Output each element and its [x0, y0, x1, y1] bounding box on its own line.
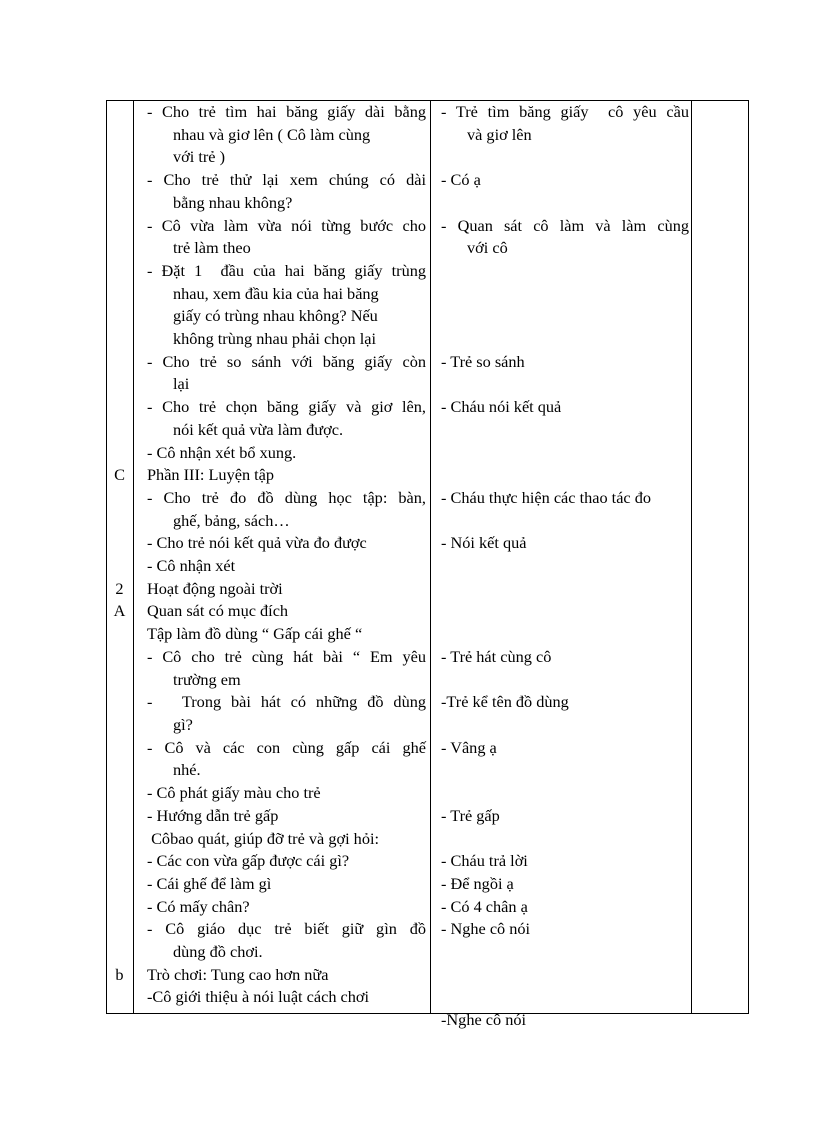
notes-cell — [693, 737, 749, 782]
teacher-activity-line: -Cô giới thiệu à nói luật cách chơi — [147, 987, 370, 1007]
table-body — [106, 101, 749, 1032]
child-activity-line: với cô — [467, 238, 508, 258]
notes-cell — [693, 101, 749, 169]
teacher-activity-line: Tập làm đồ dùng “ Gấp cái ghế “ — [147, 624, 363, 644]
section-label — [106, 532, 133, 555]
child-activity-cell — [430, 464, 693, 487]
notes-cell — [693, 215, 749, 260]
child-activity-cell — [430, 442, 693, 465]
teacher-activity-cell — [133, 623, 430, 646]
teacher-activity-line: Hoạt động ngoài trời — [147, 578, 283, 598]
notes-cell — [693, 918, 749, 963]
child-activity-cell — [430, 578, 693, 601]
notes-cell — [693, 805, 749, 828]
table-row — [106, 828, 749, 851]
section-label — [106, 169, 133, 214]
teacher-activity-cell — [133, 555, 430, 578]
teacher-activity-cell — [133, 873, 430, 896]
teacher-activity-cell — [133, 215, 430, 260]
child-activity-cell — [430, 828, 693, 851]
section-label: C — [114, 465, 125, 485]
child-activity-cell — [430, 532, 693, 555]
child-activity-line: - Cháu thực hiện các thao tác đo — [441, 487, 651, 507]
teacher-activity-line: - Cô nhận xét — [147, 556, 236, 576]
teacher-activity-cell — [133, 260, 430, 351]
teacher-activity-cell — [133, 600, 430, 623]
table-row — [106, 555, 749, 578]
notes-cell — [693, 396, 749, 441]
teacher-activity-line: - Cho trẻ thử lại xem chúng có dài — [147, 170, 426, 190]
teacher-activity-cell — [133, 464, 430, 487]
notes-cell — [693, 260, 749, 351]
section-label — [106, 646, 133, 691]
table-row — [106, 986, 749, 1031]
teacher-activity-line: giấy có trùng nhau không? Nếu — [173, 306, 378, 326]
table-row — [106, 691, 749, 736]
teacher-activity-line: - Cho trẻ so sánh với băng giấy còn — [147, 351, 426, 371]
teacher-activity-line: - Cô vừa làm vừa nói từng bước cho — [147, 215, 426, 235]
child-activity-cell — [430, 850, 693, 873]
child-activity-cell — [430, 646, 693, 691]
child-activity-line: - Vâng ạ — [441, 737, 497, 757]
table-row — [106, 487, 749, 532]
child-activity-cell — [430, 396, 693, 441]
child-activity-cell — [430, 169, 693, 214]
teacher-activity-cell — [133, 782, 430, 805]
child-activity-line: - Có 4 chân ạ — [441, 896, 528, 916]
teacher-activity-cell — [133, 737, 430, 782]
section-label — [106, 828, 133, 851]
teacher-activity-line: Phần III: Luyện tập — [147, 465, 275, 485]
teacher-activity-cell — [133, 850, 430, 873]
table-row — [106, 782, 749, 805]
child-activity-cell — [430, 691, 693, 736]
teacher-activity-line: gì? — [173, 714, 193, 734]
teacher-activity-line: - Các con vừa gấp được cái gì? — [147, 851, 350, 871]
teacher-activity-line: nhau, xem đầu kia của hai băng — [173, 283, 379, 303]
table-row — [106, 101, 749, 169]
teacher-activity-line: bằng nhau không? — [173, 192, 293, 212]
teacher-activity-line: nhau và giơ lên ( Cô làm cùng — [173, 124, 371, 144]
section-label — [106, 896, 133, 919]
teacher-activity-line: - Cho trẻ đo đồ dùng học tập: bàn, — [147, 487, 426, 507]
teacher-activity-line: - Cô giáo dục trẻ biết giữ gìn đồ — [147, 919, 426, 939]
teacher-activity-line: - Cô và các con cùng gấp cái ghế — [147, 737, 426, 757]
table-row — [106, 850, 749, 873]
table-row — [106, 964, 749, 987]
teacher-activity-line: Quan sát có mục đích — [147, 601, 289, 621]
section-label — [106, 396, 133, 441]
teacher-activity-cell — [133, 964, 430, 987]
table-row — [106, 646, 749, 691]
notes-cell — [693, 555, 749, 578]
table-row — [106, 805, 749, 828]
teacher-activity-line: ghế, bảng, sách… — [173, 510, 290, 530]
teacher-activity-line: - Hướng dẫn trẻ gấp — [147, 805, 279, 825]
table-row — [106, 396, 749, 441]
table-row — [106, 918, 749, 963]
section-label — [106, 487, 133, 532]
child-activity-line: - Quan sát cô làm và làm cùng — [441, 215, 689, 235]
table-row — [106, 532, 749, 555]
teacher-activity-line: dùng đồ chơi. — [173, 942, 263, 962]
child-activity-cell — [430, 805, 693, 828]
child-activity-cell — [430, 782, 693, 805]
teacher-activity-cell — [133, 918, 430, 963]
child-activity-line: - Để ngồi ạ — [441, 873, 514, 893]
table-row — [106, 464, 749, 487]
teacher-activity-cell — [133, 351, 430, 396]
section-label — [106, 351, 133, 396]
child-activity-cell — [430, 986, 693, 1031]
teacher-activity-line: - Cho trẻ tìm hai băng giấy dài bằng — [147, 102, 426, 121]
teacher-activity-line: - Cho trẻ nói kết quả vừa đo được — [147, 533, 367, 553]
child-activity-cell — [430, 600, 693, 623]
notes-cell — [693, 169, 749, 214]
child-activity-line: - Cháu nói kết quả — [441, 397, 562, 417]
child-activity-line: - Nói kết quả — [441, 533, 527, 553]
teacher-activity-cell — [133, 896, 430, 919]
child-activity-cell — [430, 555, 693, 578]
notes-cell — [693, 578, 749, 601]
table-row — [106, 260, 749, 351]
notes-cell — [693, 828, 749, 851]
section-label — [106, 691, 133, 736]
teacher-activity-cell — [133, 578, 430, 601]
teacher-activity-cell — [133, 805, 430, 828]
teacher-activity-line: nói kết quả vừa làm được. — [173, 419, 344, 439]
notes-cell — [693, 532, 749, 555]
child-activity-cell — [430, 215, 693, 260]
notes-cell — [693, 464, 749, 487]
teacher-activity-line: - Cái ghế để làm gì — [147, 873, 272, 893]
section-label — [106, 782, 133, 805]
notes-cell — [693, 351, 749, 396]
section-label — [106, 260, 133, 351]
section-label: A — [113, 601, 126, 621]
teacher-activity-line: lại — [173, 374, 190, 394]
teacher-activity-line: - Cô nhận xét bổ xung. — [147, 442, 297, 462]
table-row — [106, 578, 749, 601]
child-activity-line: -Nghe cô nói — [441, 1010, 526, 1030]
table-row — [106, 600, 749, 623]
notes-cell — [693, 646, 749, 691]
child-activity-line: - Trẻ so sánh — [441, 351, 525, 371]
teacher-activity-line: - Trong bài hát có những đồ dùng — [147, 692, 426, 712]
child-activity-line: và giơ lên — [467, 124, 532, 144]
child-activity-cell — [430, 873, 693, 896]
table-row — [106, 442, 749, 465]
child-activity-line: - Trẻ gấp — [441, 805, 500, 825]
section-label — [106, 850, 133, 873]
notes-cell — [693, 600, 749, 623]
teacher-activity-line: trường em — [173, 669, 241, 689]
teacher-activity-cell — [133, 691, 430, 736]
child-activity-cell — [430, 918, 693, 963]
child-activity-line: - Trẻ tìm băng giấy cô yêu cầu — [441, 102, 689, 121]
child-activity-line: - Trẻ hát cùng cô — [441, 646, 552, 666]
child-activity-cell — [430, 964, 693, 987]
table-row — [106, 169, 749, 214]
teacher-activity-line: - Cho trẻ chọn băng giấy và giơ lên, — [147, 397, 426, 417]
notes-cell — [693, 782, 749, 805]
table-row — [106, 873, 749, 896]
section-label — [106, 737, 133, 782]
section-label — [106, 623, 133, 646]
child-activity-cell — [430, 623, 693, 646]
section-label — [106, 442, 133, 465]
child-activity-cell — [430, 260, 693, 351]
child-activity-cell — [430, 351, 693, 396]
notes-cell — [693, 896, 749, 919]
section-label: 2 — [115, 578, 124, 598]
teacher-activity-line: Côbao quát, giúp đỡ trẻ và gợi hỏi: — [147, 828, 380, 848]
teacher-activity-cell — [133, 396, 430, 441]
teacher-activity-cell — [133, 487, 430, 532]
section-label — [106, 101, 133, 169]
notes-cell — [693, 964, 749, 987]
table-row — [106, 351, 749, 396]
child-activity-line: -Trẻ kể tên đồ dùng — [441, 692, 569, 712]
child-activity-cell — [430, 737, 693, 782]
section-label — [106, 215, 133, 260]
notes-cell — [693, 873, 749, 896]
section-label: b — [115, 964, 124, 984]
teacher-activity-cell — [133, 646, 430, 691]
notes-cell — [693, 487, 749, 532]
child-activity-cell — [430, 101, 693, 169]
teacher-activity-line: - Đặt 1 đầu của hai băng giấy trùng — [147, 260, 426, 280]
teacher-activity-cell — [133, 442, 430, 465]
teacher-activity-line: nhé. — [173, 760, 201, 780]
child-activity-line — [441, 986, 689, 1009]
section-label — [106, 918, 133, 963]
teacher-activity-line: trẻ làm theo — [173, 238, 251, 258]
table-row — [106, 215, 749, 260]
table-row — [106, 737, 749, 782]
teacher-activity-line: - Cô cho trẻ cùng hát bài “ Em yêu — [147, 646, 426, 666]
child-activity-line: - Cháu trả lời — [441, 851, 528, 871]
table-row — [106, 896, 749, 919]
section-label — [106, 986, 133, 1031]
section-label — [106, 873, 133, 896]
teacher-activity-line: với trẻ ) — [173, 147, 226, 167]
teacher-activity-line: - Có mấy chân? — [147, 896, 250, 916]
child-activity-cell — [430, 487, 693, 532]
section-label — [106, 805, 133, 828]
teacher-activity-line: - Cô phát giấy màu cho trẻ — [147, 783, 321, 803]
notes-cell — [693, 691, 749, 736]
notes-cell — [693, 986, 749, 1031]
table-row — [106, 623, 749, 646]
teacher-activity-cell — [133, 986, 430, 1031]
child-activity-cell — [430, 896, 693, 919]
child-activity-line: - Có ạ — [441, 170, 481, 190]
notes-cell — [693, 623, 749, 646]
notes-cell — [693, 442, 749, 465]
section-label — [106, 555, 133, 578]
teacher-activity-cell — [133, 169, 430, 214]
child-activity-line: - Nghe cô nói — [441, 919, 531, 939]
notes-cell — [693, 850, 749, 873]
teacher-activity-cell — [133, 828, 430, 851]
teacher-activity-line: Trò chơi: Tung cao hơn nữa — [147, 964, 329, 984]
teacher-activity-cell — [133, 532, 430, 555]
teacher-activity-cell — [133, 101, 430, 169]
teacher-activity-line: không trùng nhau phải chọn lại — [173, 329, 377, 349]
